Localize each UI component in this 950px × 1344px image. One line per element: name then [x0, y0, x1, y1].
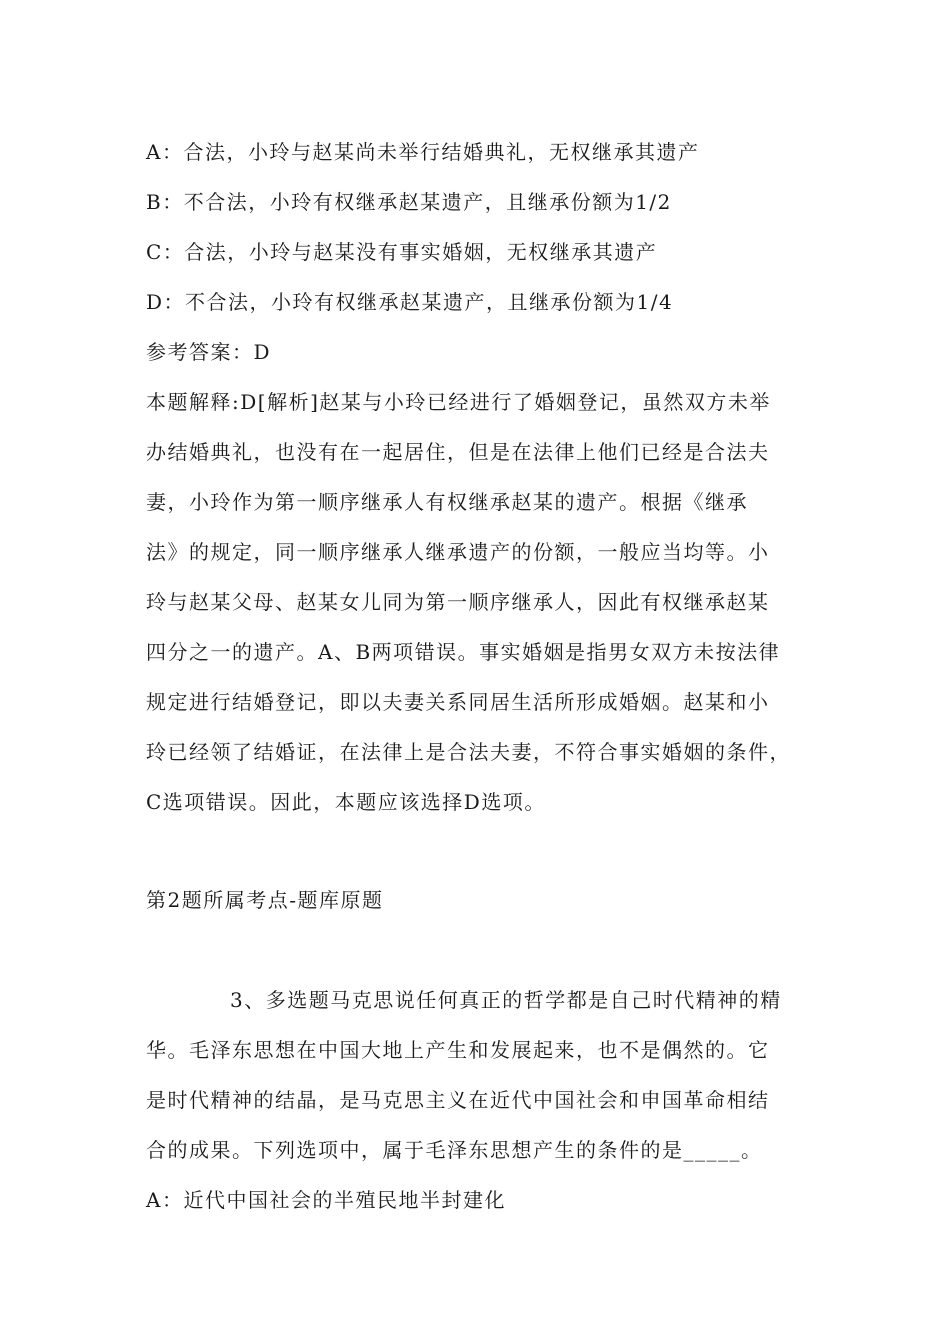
option-a: A：合法，小玲与赵某尚未举行结婚典礼，无权继承其遗产 — [146, 140, 700, 164]
question-line: 3、多选题马克思说任何真正的哲学都是自己时代精神的精 — [230, 988, 782, 1012]
explanation-line: 法》的规定，同一顺序继承人继承遗产的份额，一般应当均等。小 — [146, 540, 770, 564]
explanation-line: 四分之一的遗产。A、B两项错误。事实婚姻是指男女双方未按法律 — [146, 640, 781, 664]
explanation-line: 规定进行结婚登记，即以夫妻关系同居生活所形成婚姻。赵某和小 — [146, 690, 770, 714]
section-heading: 第2题所属考点-题库原题 — [146, 888, 384, 912]
explanation-line: 玲与赵某父母、赵某女儿同为第一顺序继承人，因此有权继承赵某 — [146, 590, 770, 614]
option-a-q3: A：近代中国社会的半殖民地半封建化 — [146, 1188, 506, 1212]
explanation-line: 玲已经领了结婚证，在法律上是合法夫妻，不符合事实婚姻的条件， — [146, 740, 791, 764]
option-d: D：不合法，小玲有权继承赵某遗产，且继承份额为1/4 — [146, 290, 674, 314]
explanation-line: C选项错误。因此，本题应该选择D选项。 — [146, 790, 546, 814]
reference-answer: 参考答案：D — [146, 340, 272, 364]
question-line: 是时代精神的结晶，是马克思主义在近代中国社会和申国革命相结 — [146, 1088, 770, 1112]
explanation-line: 本题解释:D[解析]赵某与小玲已经进行了婚姻登记，虽然双方未举 — [146, 390, 771, 414]
option-b: B：不合法，小玲有权继承赵某遗产，且继承份额为1/2 — [146, 190, 672, 214]
option-c: C：合法，小玲与赵某没有事实婚姻，无权继承其遗产 — [146, 240, 658, 264]
question-line: 华。毛泽东思想在中国大地上产生和发展起来，也不是偶然的。它 — [146, 1038, 770, 1062]
question-line: 合的成果。下列选项中，属于毛泽东思想产生的条件的是_____。 — [146, 1138, 763, 1162]
explanation-line: 妻，小玲作为第一顺序继承人有权继承赵某的遗产。根据《继承 — [146, 490, 748, 514]
explanation-line: 办结婚典礼，也没有在一起居住，但是在法律上他们已经是合法夫 — [146, 440, 770, 464]
